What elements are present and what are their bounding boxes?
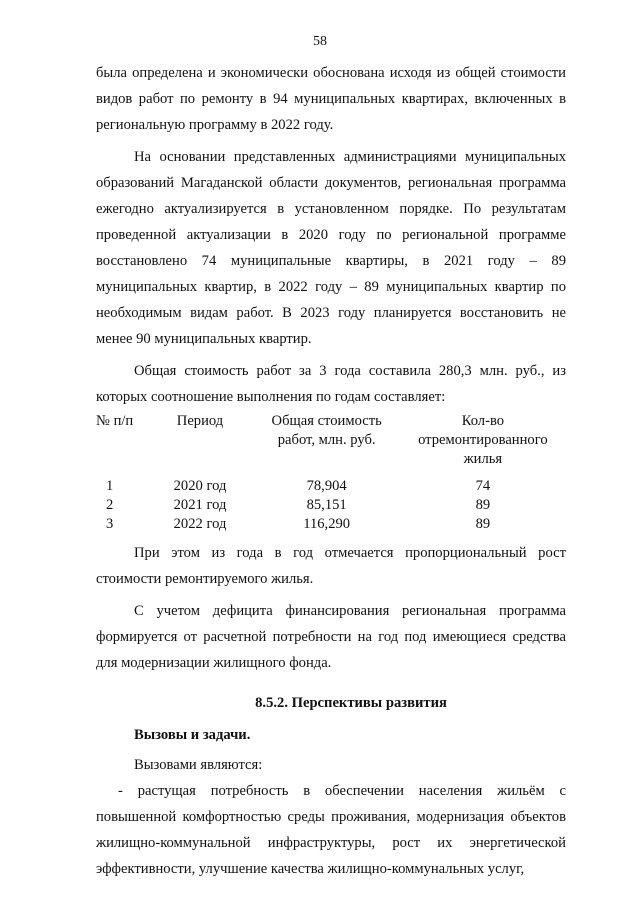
cell-cost: 78,904 (306, 478, 347, 494)
paragraph-growth: При этом из года в год отмечается пропорциональный рост стоимости ремонтируемого жилья. (96, 545, 566, 587)
cell-period: 2021 год (173, 497, 227, 513)
cell-count: 89 (475, 497, 491, 513)
header-cost: Общая стоимость работ, млн. руб. (271, 413, 382, 448)
header-num: № п/п (96, 413, 134, 429)
table-header-row (96, 412, 566, 477)
document-body (96, 60, 566, 882)
cell-cost: 85,151 (306, 497, 347, 513)
paragraph-continuation: была определена и экономически обоснована исходя из общей стоимости видов работ по ремонту в 94 муниципальных квартирах, включенных в региональную программу в 2022 году. (96, 65, 566, 133)
cell-count: 74 (475, 478, 491, 494)
challenges-intro: Вызовами являются: (134, 757, 263, 773)
cell-count: 89 (475, 516, 491, 532)
page-number: 58 (313, 34, 327, 49)
sub-heading: Вызовы и задачи. (134, 727, 251, 743)
cell-cost: 116,290 (303, 516, 351, 532)
table-row (96, 496, 566, 515)
table-row (96, 477, 566, 496)
cell-num: 1 (106, 478, 114, 494)
repair-cost-table (96, 412, 566, 534)
cell-num: 2 (106, 497, 114, 513)
cell-period: 2022 год (173, 516, 227, 532)
header-period: Период (176, 413, 224, 429)
paragraph-deficit: С учетом дефицита финансирования региональная программа формируется от расчетной потребности на год под имеющиеся средства для модернизации жилищного фонда. (96, 603, 566, 671)
challenge-item: - растущая потребность в обеспечении населения жильём с повышенной комфортностью среды проживания, модернизация объектов жилищно-коммунальной инфраструктуры, рост их энергетической эффективности, улучшение качества жилищно-коммунальных услуг, (96, 783, 566, 877)
paragraph-actualization: На основании представленных администрациями муниципальных образований Магаданской области документов, региональная программа ежегодно актуализируется в установленном порядке. По результатам проведенной актуализации в 2020 году по региональной программе восстановлено 74 муниципальные квартиры, в 2021 году – 89 муниципальных квартир, в 2022 году – 89 муниципальных квартир по необходимым видам работ. В 2023 году планируется восстановить не менее 90 муниципальных квартир. (96, 149, 566, 347)
paragraph-total-cost: Общая стоимость работ за 3 года составила 280,3 млн. руб., из которых соотношение выполнения по годам составляет: (96, 363, 566, 405)
section-heading: 8.5.2. Перспективы развития (255, 695, 447, 711)
table-row (96, 515, 566, 534)
header-count: Кол-во отремонтированного жилья (418, 413, 548, 467)
cell-num: 3 (106, 516, 114, 532)
cell-period: 2020 год (173, 478, 227, 494)
